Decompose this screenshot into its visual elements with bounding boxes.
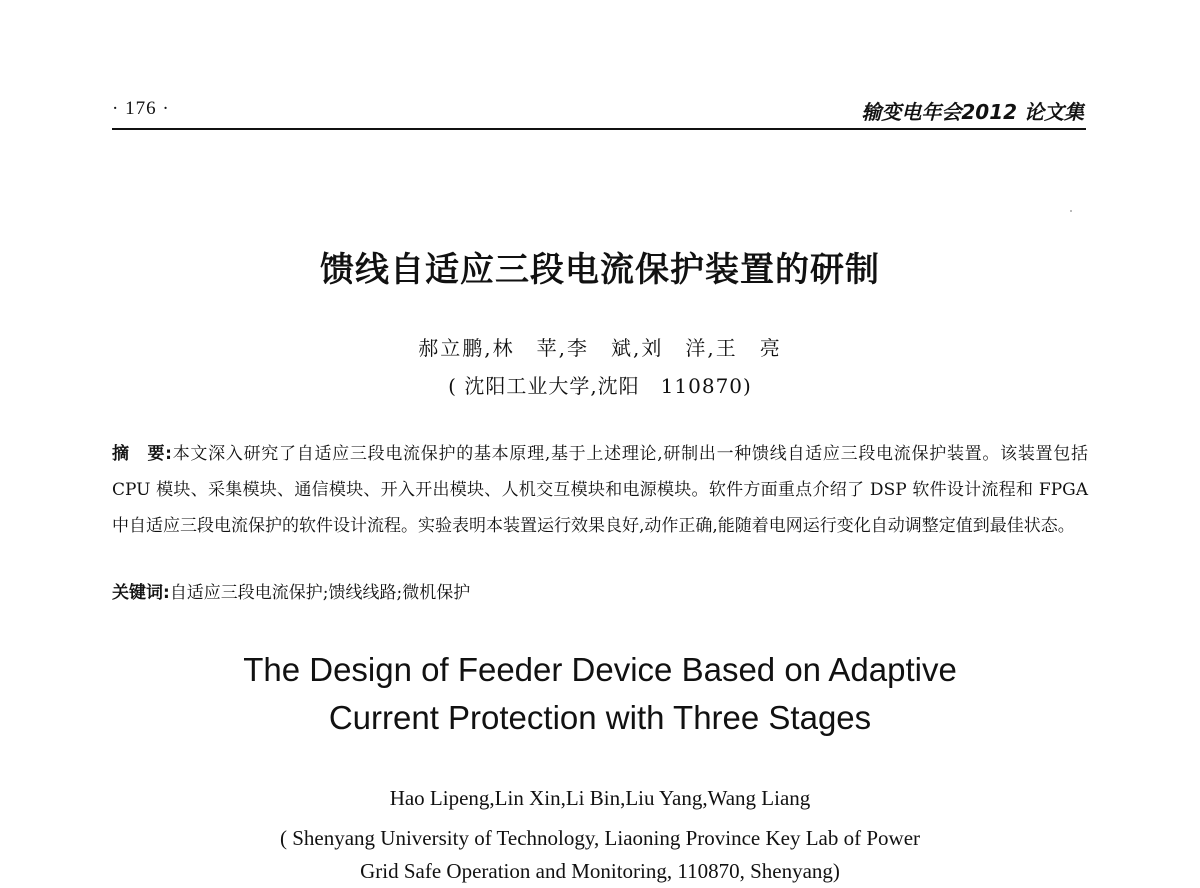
chinese-affiliation: ( 沈阳工业大学,沈阳 110870) (448, 374, 752, 398)
abstract-label: 摘 要: (112, 444, 172, 464)
english-authors: Hao Lipeng,Lin Xin,Li Bin,Liu Yang,Wang Liang (389, 786, 811, 810)
english-title (0, 646, 1200, 742)
page-number: · 176 · (112, 98, 170, 119)
running-header (112, 92, 1086, 130)
chinese-abstract (112, 436, 1088, 544)
english-affiliation (0, 822, 1200, 888)
chinese-authors: 郝立鹏,林 苹,李 斌,刘 洋,王 亮 (418, 336, 782, 360)
keywords-label: 关键词: (112, 583, 170, 603)
journal-name: 输变电年会2012 论文集 (861, 100, 1084, 124)
english-affiliation-line-2: Grid Safe Operation and Monitoring, 110870, Shenyang) (360, 859, 840, 883)
english-affiliation-line-1: ( Shenyang University of Technology, Liaoning Province Key Lab of Power (279, 826, 921, 850)
chinese-title: 馈线自适应三段电流保护装置的研制 (320, 250, 880, 290)
english-title-line-1: The Design of Feeder Device Based on Adaptive (243, 651, 957, 688)
abstract-text: 本文深入研究了自适应三段电流保护的基本原理,基于上述理论,研制出一种馈线自适应三段电流保护装置。该装置包括 CPU 模块、采集模块、通信模块、开入开出模块、人机交互模块和电源模块。软件方面重点介绍了 DSP 软件设计流程和 FPGA 中自适应三段电流保护的软件设计流程。实验表明本装置运行效果良好,动作正确,能随着电网运行变化自动调整定值到最佳状态。 (112, 444, 1088, 536)
chinese-keywords (112, 578, 1088, 608)
english-title-line-2: Current Protection with Three Stages (328, 699, 872, 736)
keywords-text: 自适应三段电流保护;馈线线路;微机保护 (169, 583, 471, 603)
scan-speck (1070, 210, 1072, 212)
